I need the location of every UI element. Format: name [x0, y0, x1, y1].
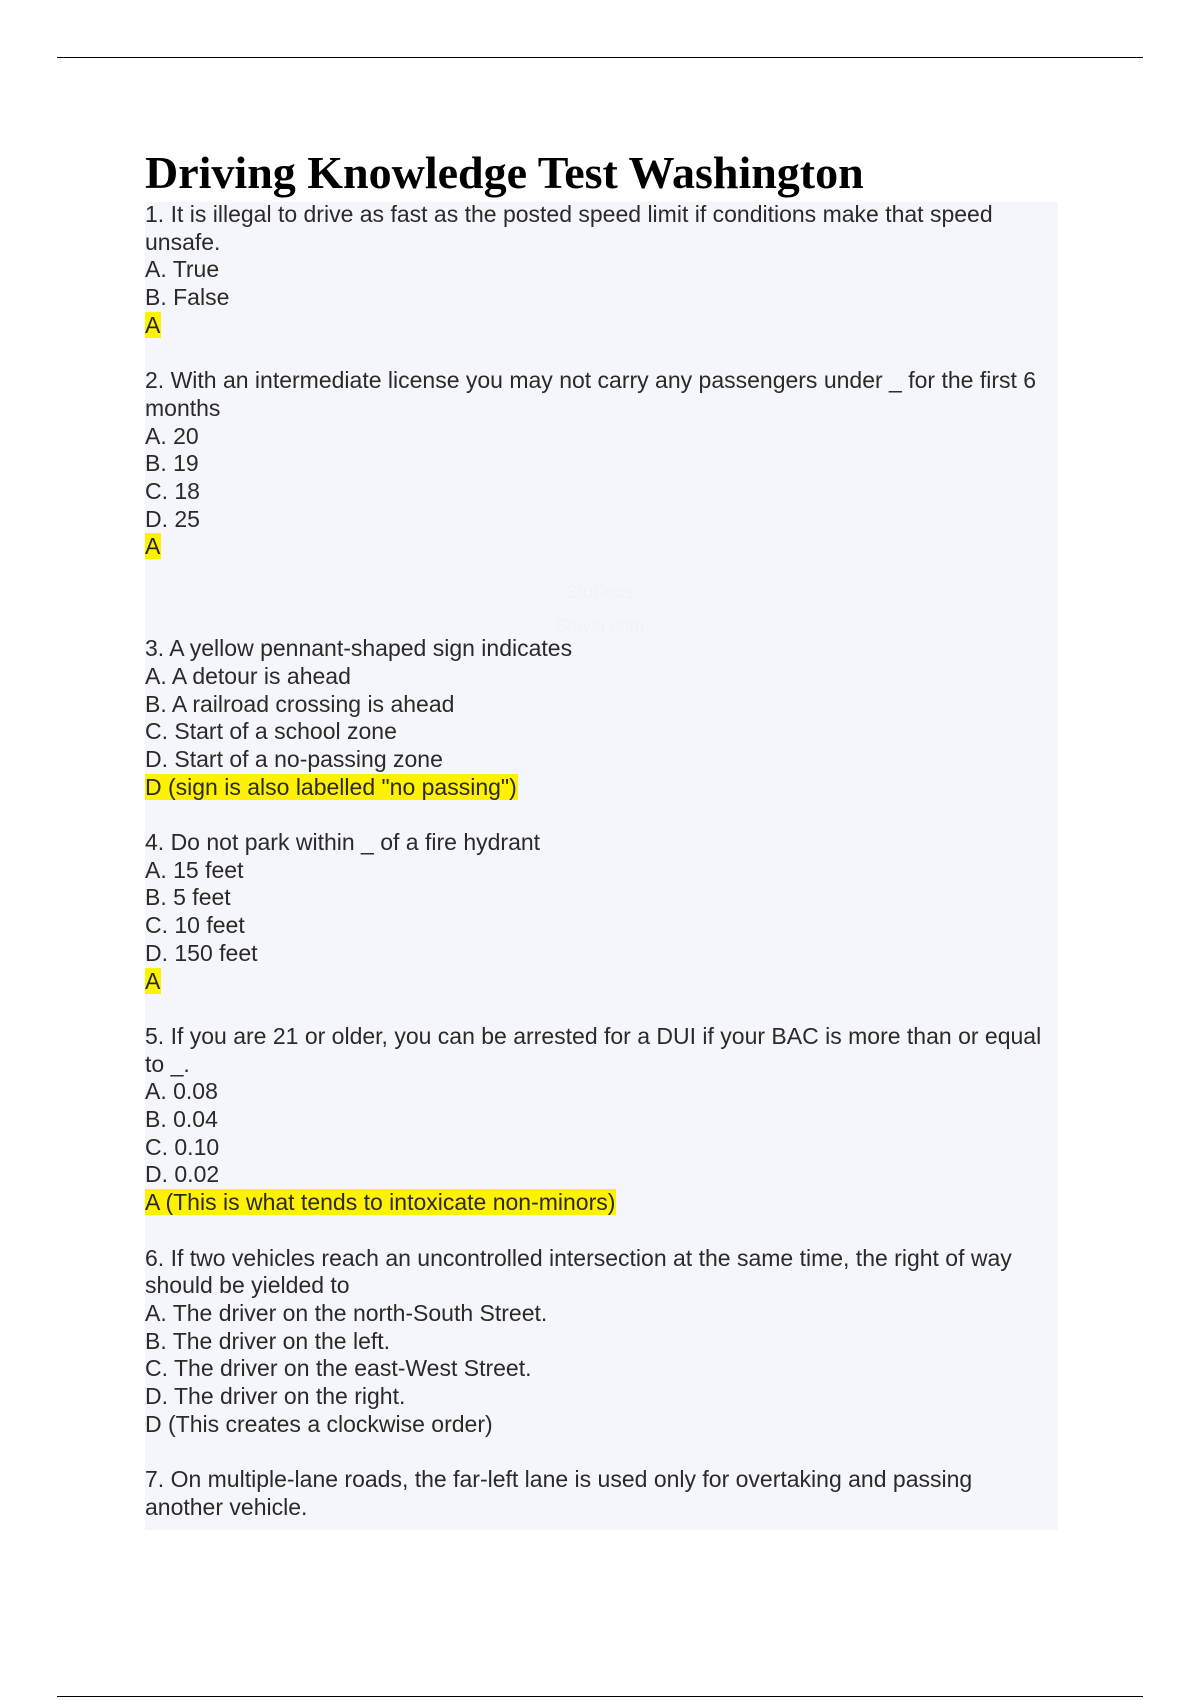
watermark-line-1: StuDocs — [565, 582, 635, 602]
question-text: 5. If you are 21 or older, you can be arrested for a DUI if your BAC is more than or equal to _. — [145, 1022, 1042, 1077]
answer-option: A. 0.08 — [145, 1078, 218, 1105]
answer-option: B. 5 feet — [145, 884, 231, 911]
answer-option: B. The driver on the left. — [145, 1327, 391, 1354]
answer-option: C. 0.10 — [145, 1133, 220, 1160]
answer-highlight: A — [145, 533, 161, 560]
answer-option: B. A railroad crossing is ahead — [145, 690, 455, 717]
answer-highlight: D (sign is also labelled "no passing") — [145, 773, 517, 800]
answer-option: D. The driver on the right. — [145, 1383, 406, 1410]
answer-highlight: A — [145, 967, 161, 994]
answer-option: C. 18 — [145, 478, 200, 505]
question-4 — [145, 829, 1045, 995]
answer-option: D. 25 — [145, 505, 200, 532]
correct-answer — [145, 968, 1045, 996]
answer-option: D. Start of a no-passing zone — [145, 745, 443, 772]
question-text: 1. It is illegal to drive as fast as the posted speed limit if conditions make that speed unsafe. — [145, 201, 993, 255]
question-text: 4. Do not park within _ of a fire hydrant — [145, 829, 541, 856]
top-rule — [57, 57, 1143, 58]
correct-answer — [145, 533, 1045, 561]
answer-highlight: A (This is what tends to intoxicate non-minors) — [145, 1189, 616, 1216]
page-title: Driving Knowledge Test Washington — [145, 147, 864, 198]
answer-option: C. The driver on the east-West Street. — [145, 1355, 532, 1382]
correct-answer — [145, 312, 1045, 340]
question-list — [145, 201, 1045, 1522]
question-1 — [145, 201, 1045, 340]
question-2 — [145, 367, 1045, 561]
answer-option: B. 19 — [145, 450, 199, 477]
answer-option: A. True — [145, 256, 220, 283]
correct-answer — [145, 774, 1045, 802]
question-text: 6. If two vehicles reach an uncontrolled intersection at the same time, the right of way should be yielded to — [145, 1244, 1012, 1299]
question-6 — [145, 1245, 1045, 1439]
question-text: 7. On multiple-lane roads, the far-left lane is used only for overtaking and passing another vehicle. — [145, 1466, 973, 1520]
question-7 — [145, 1466, 1045, 1521]
answer-option: A. 15 feet — [145, 856, 244, 883]
answer-option: C. 10 feet — [145, 912, 245, 939]
answer-option: D. 0.02 — [145, 1161, 220, 1188]
answer-option: A. A detour is ahead — [145, 662, 351, 689]
correct-answer — [145, 1189, 1045, 1217]
correct-answer: D (This creates a clockwise order) — [145, 1410, 493, 1437]
question-text: 2. With an intermediate license you may not carry any passengers under _ for the first 6 months — [145, 367, 1037, 421]
answer-option: B. 0.04 — [145, 1106, 218, 1133]
question-5 — [145, 1023, 1045, 1217]
bottom-rule — [57, 1696, 1143, 1697]
answer-option: B. False — [145, 284, 230, 311]
answer-option: A. The driver on the north-South Street. — [145, 1299, 548, 1326]
answer-highlight: A — [145, 311, 161, 338]
answer-option: D. 150 feet — [145, 939, 258, 966]
question-3 — [145, 635, 1045, 801]
watermark-line-2: Stuvia.com — [555, 616, 645, 636]
answer-option: A. 20 — [145, 422, 199, 449]
answer-option: C. Start of a school zone — [145, 718, 397, 745]
question-text: 3. A yellow pennant-shaped sign indicates — [145, 635, 573, 662]
